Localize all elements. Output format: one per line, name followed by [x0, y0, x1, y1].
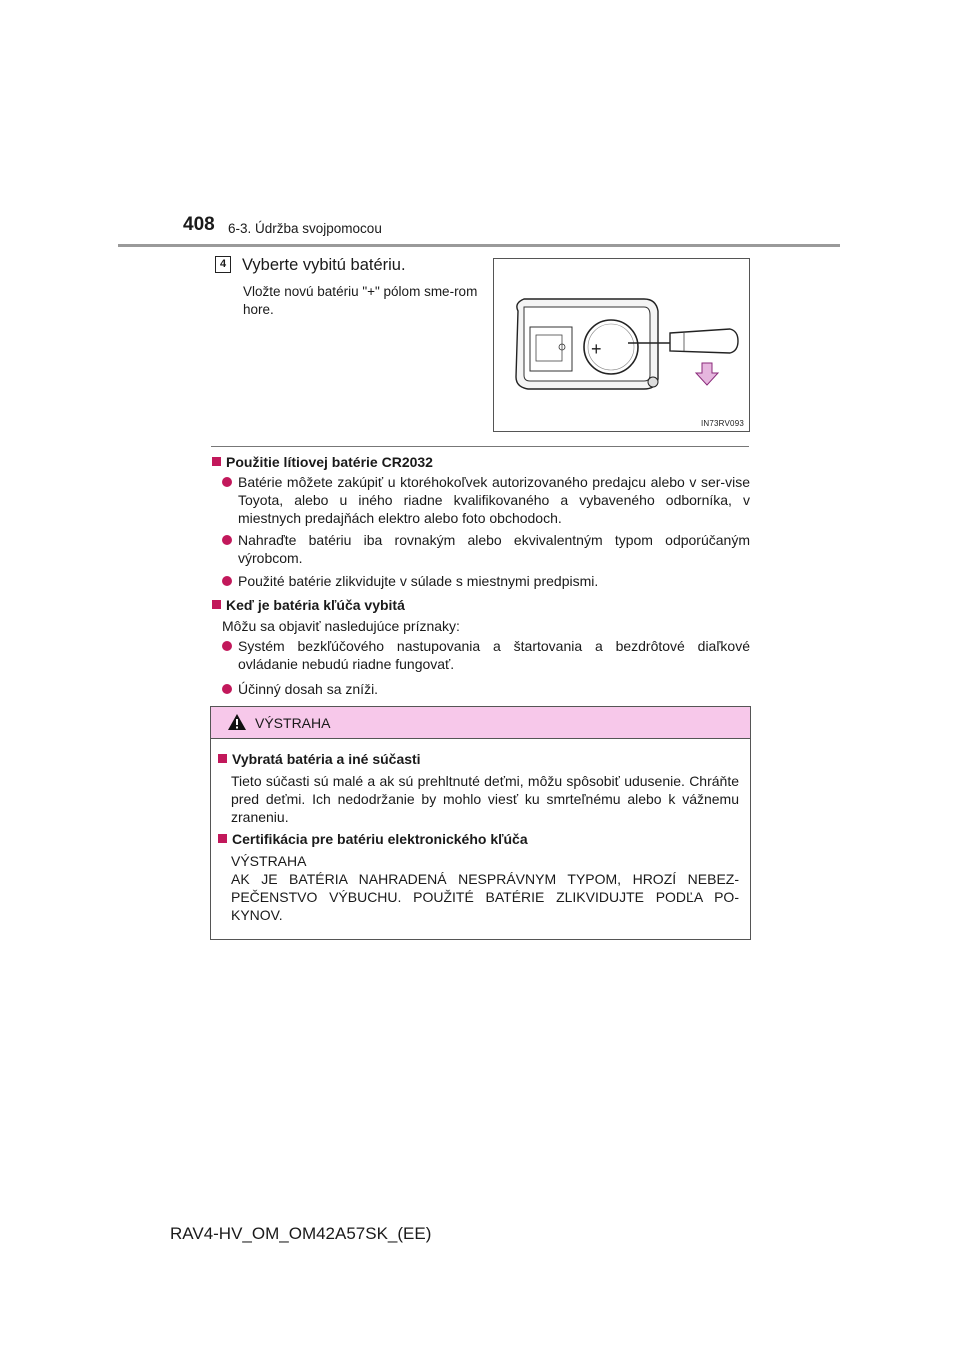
square-bullet-icon — [218, 754, 227, 763]
warning-heading-certification: Certifikácia pre batériu elektronického kľúča — [218, 831, 528, 847]
round-bullet-icon — [222, 641, 232, 651]
list-item: Účinný dosah sa zníži. — [222, 680, 750, 698]
header-divider — [118, 244, 840, 247]
round-bullet-icon — [222, 576, 232, 586]
key-battery-drawing — [494, 259, 749, 431]
section-heading-battery-type: Použitie lítiovej batérie CR2032 — [212, 454, 433, 470]
round-bullet-icon — [222, 477, 232, 487]
warning-heading-removed-battery: Vybratá batéria a iné súčasti — [218, 751, 421, 767]
warning-triangle-icon — [227, 713, 247, 731]
round-bullet-icon — [222, 535, 232, 545]
warning-header — [211, 707, 750, 739]
step-title: Vyberte vybitú batériu. — [242, 256, 406, 274]
warning-text: AK JE BATÉRIA NAHRADENÁ NESPRÁVNYM TYPOM, HROZÍ NEBEZ-PEČENSTVO VÝBUCHU. POUŽITÉ BATÉRIE ZLIKVIDUJTE PODĽA PO-KYNOV. — [231, 871, 739, 923]
step-note: Vložte novú batériu "+" pólom sme-rom hore. — [243, 284, 478, 317]
list-item: Použité batérie zlikvidujte v súlade s miestnymi predpismi. — [222, 572, 750, 590]
round-bullet-icon — [222, 684, 232, 694]
warning-box — [210, 706, 751, 940]
square-bullet-icon — [212, 457, 221, 466]
section-intro: Môžu sa objaviť nasledujúce príznaky: — [222, 618, 460, 634]
section-title: 6-3. Údržba svojpomocou — [228, 221, 382, 236]
warning-subtitle: VÝSTRAHA — [231, 853, 307, 869]
document-code: RAV4-HV_OM_OM42A57SK_(EE) — [170, 1224, 432, 1243]
list-item: Systém bezkľúčového nastupovania a štartovania a bezdrôtové diaľkové ovládanie nebudú riadne fungovať. — [222, 637, 750, 673]
square-bullet-icon — [212, 600, 221, 609]
list-item: Batérie môžete zakúpiť u ktoréhokoľvek autorizovaného predajcu alebo v ser-vise Toyota, alebo u iného riadne kvalifikovaného a vybaveného odborníka, v miestnych predajňách elektro alebo foto obchodoch. — [222, 473, 750, 527]
content-divider — [211, 446, 749, 447]
page-number: 408 — [183, 214, 215, 235]
warning-label: VÝSTRAHA — [255, 715, 331, 731]
step-number-badge: 4 — [215, 256, 231, 273]
battery-replacement-illustration — [493, 258, 750, 432]
warning-text: Tieto súčasti sú malé a ak sú prehltnuté deťmi, môžu spôsobiť udusenie. Chráňte pred deťmi. Ich nedodržanie by mohlo viesť ku smrteľnému alebo k vážnemu zraneniu. — [231, 773, 739, 825]
figure-id: IN73RV093 — [700, 419, 744, 428]
battery-plus-sign: + — [591, 339, 602, 359]
list-item: Nahraďte batériu iba rovnakým alebo ekvivalentným typom odporúčaným výrobcom. — [222, 531, 750, 567]
square-bullet-icon — [218, 834, 227, 843]
section-heading-dead-battery: Keď je batéria kľúča vybitá — [212, 597, 405, 613]
